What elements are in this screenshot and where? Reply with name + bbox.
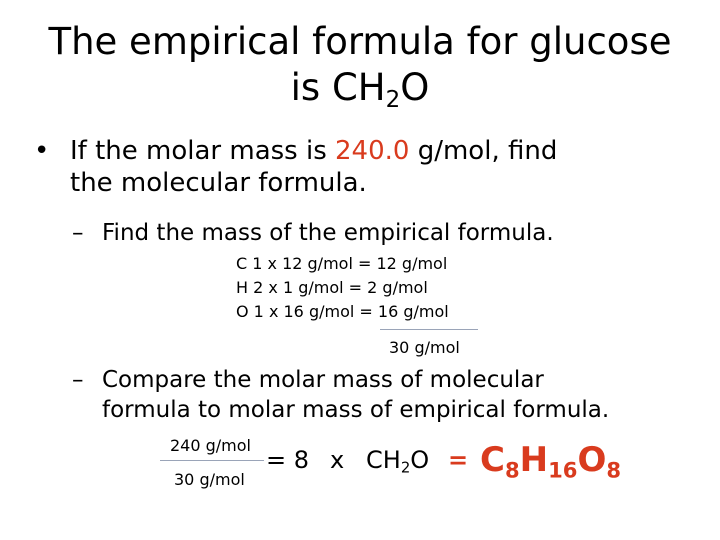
times-sign: x xyxy=(330,446,345,474)
equals-result: = xyxy=(448,446,469,474)
step1-dash: – xyxy=(72,220,84,246)
calc-carbon: C 1 x 12 g/mol = 12 g/mol xyxy=(236,254,448,273)
calc-hydrogen: H 2 x 1 g/mol = 2 g/mol xyxy=(236,278,428,297)
calc-total: 30 g/mol xyxy=(389,338,460,357)
title-line-2: is $CH_2O$ xyxy=(290,66,430,113)
title-line-1: The empirical formula for glucose xyxy=(48,20,672,63)
molar-mass-highlight: 240.0 xyxy=(335,136,410,166)
empirical-formula: $CH_2O$ xyxy=(366,446,430,477)
fraction-bar xyxy=(160,460,264,461)
step2-line-2: formula to molar mass of empirical formula. xyxy=(102,397,610,423)
calc-oxygen: O 1 x 16 g/mol = 16 g/mol xyxy=(236,302,449,321)
bullet-line-1: If the molar mass is 240.0 g/mol, find xyxy=(70,136,558,166)
step2-dash: – xyxy=(72,367,84,393)
equals-eight: = 8 xyxy=(266,446,310,474)
step2-line-1: Compare the molar mass of molecular xyxy=(102,367,544,393)
molecular-formula: $C_8H_{16}O_8$ xyxy=(480,440,622,483)
bullet-marker: • xyxy=(34,136,50,166)
fraction-denominator: 30 g/mol xyxy=(174,470,245,489)
fraction-numerator: 240 g/mol xyxy=(170,436,251,455)
step1-text: Find the mass of the empirical formula. xyxy=(102,220,554,246)
bullet-line-2: the molecular formula. xyxy=(70,168,367,198)
sum-rule xyxy=(380,329,478,330)
